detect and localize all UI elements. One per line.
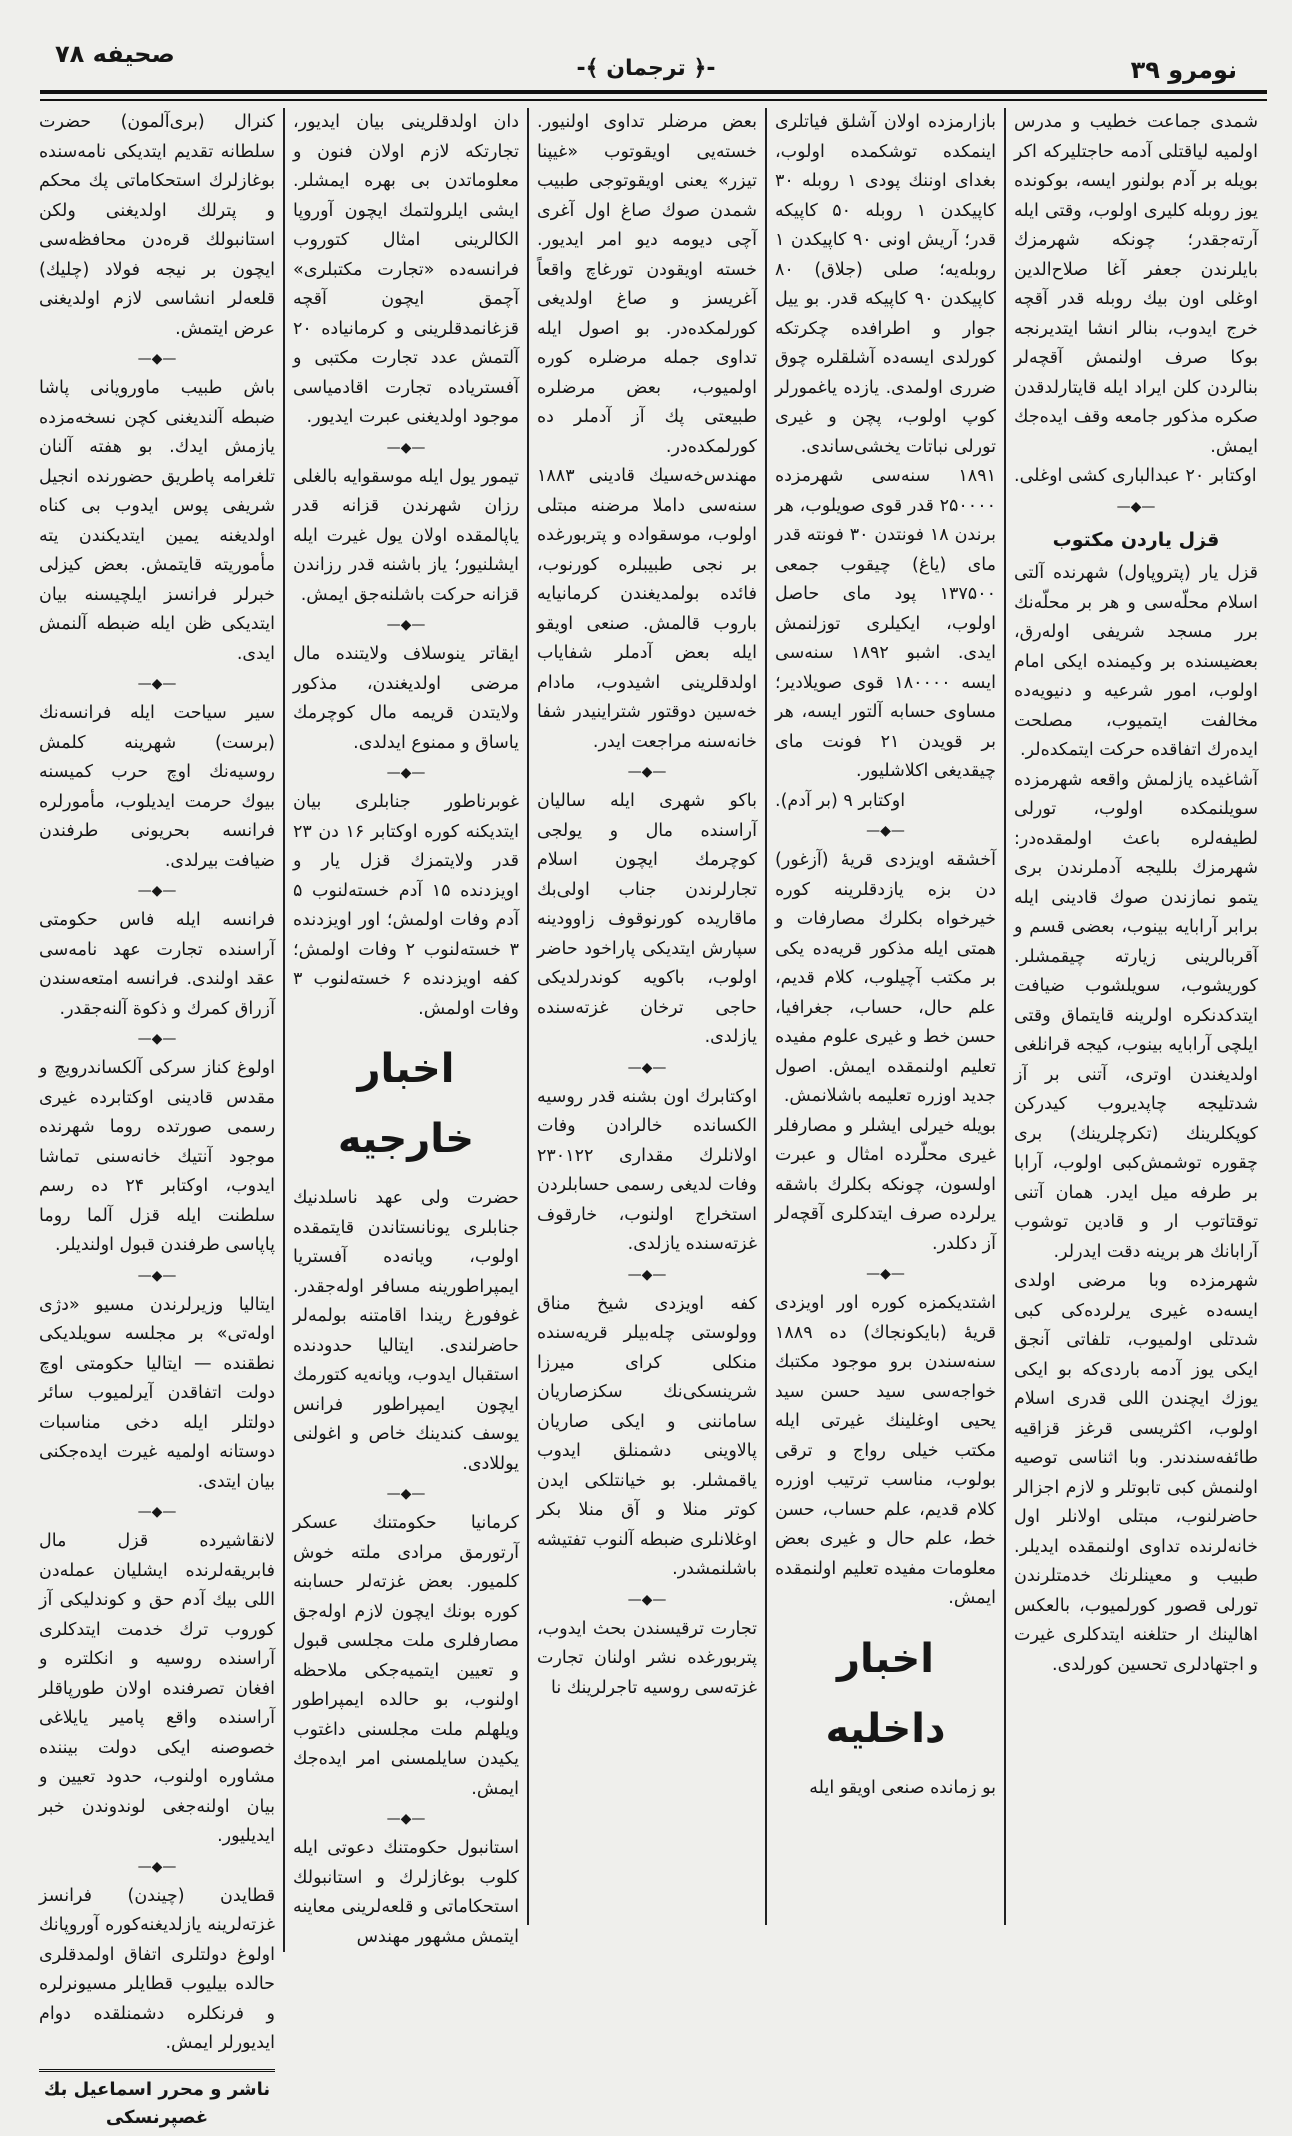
article-separator: —◆—: [137, 1031, 177, 1047]
article-separator: —◆—: [627, 764, 667, 780]
header-rule-thin: [40, 99, 1267, 101]
title-bar: [0, 56, 1292, 81]
article-separator: —◆—: [137, 1504, 177, 1520]
article-paragraph: باش طبیب ماورویانی پاشا ضبطه آلندیغنی کچن نسخه‌مزده یازمش ایدك. بو هفته آلنان تلغرامه پاطریق حضورنده انجیل شریفی پوس ایدوب بی کناه اولدیغنه یمین ایتدیکندن یته مأموریته قایتمش. بعض کیزلی خبرلر فرانسز ایلچیسنه بیان ایتدیکی ظن ایله ضبطه آلنمش ایدی.: [39, 378, 275, 664]
article-paragraph: تیمور یول ایله موسقوایه بالغلی رزان شهرندن قزانه قدر یاپالمقده اولان یول غیرت ایله ایشلنیور؛ یاز باشنه قدر رزاندن قزانه حرکت باشلنه‌جق ایمش.: [293, 466, 519, 605]
article-paragraph: باکو شهری ایله سالیان آراسنده مال و یولجی کوچرمك ایچون اسلام تجارلرندن جناب اولی‌بك ماقاریده کورنوقوف زاوودینه سپارش ایتدیکی پاراخود حاضر اولوب، باکویه کوندرلدیکی حاجی ترخان غزته‌سنده یازلدی.: [537, 791, 757, 1047]
page-number: صحیفه ۷۸: [55, 40, 175, 68]
article-signature: اوکتابر ۹ (بر آدم).: [775, 790, 906, 811]
article-paragraph: تجارت ترقیسندن بحث ایدوب، پتربورغده نشر اولنان تجارت غزته‌سی روسیه تاجرلرینك نا: [537, 1618, 757, 1698]
article-paragraph: بویله خیرلی ایشلر و مصارفلر غیری محلّرده امثال و عبرت اولسون، چونکه بکلرك باشقه یرلرده صرف ایتدکلری آقچه‌لر آز دکلدر.: [775, 1115, 996, 1254]
article-separator: —◆—: [137, 351, 177, 367]
article-separator: —◆—: [386, 1486, 426, 1502]
newspaper-title: -﴿ ترجمان ﴾-: [576, 56, 716, 81]
article-separator: —◆—: [866, 1266, 905, 1282]
column-5: [31, 108, 283, 2136]
column-2: [765, 108, 1004, 1925]
article-paragraph: آشاغیده یازلمش واقعه شهرمزده سویلنمکده اولوب، تورلی لطیفه‌لره باعث اولمقده‌در: شهرمزك بللیجه آدملرندن بری یتمو نمازندن صوك قادینی ایله برابر آرابایه بینوب، بعضی قسم و آقربالرینی زیارته چیقمشلر. کوریشوب، سویلشوب ضیافت ایتدکدنکره اولرینه قایتماق وقتی ایلچی آرابایه بینوب، کیجه قرانلغی اولدیغندن اوترى، آتنی بر آز شدتلیجه چاپدیروب کیدرکن کوپکلرینك (تکرچلرینك) بری چقوره توشمش‌کبی اولوب، آرابا بر طرفه میل ایدر. همان آتنی توقتاتوب ار و قادین توشوب آرابانك هر برینه دقت ایدرلر.: [1014, 769, 1258, 1262]
article-separator: —◆—: [137, 883, 177, 899]
header-rule: [40, 90, 1267, 94]
article-paragraph: قزل یار (پتروپاول) شهرنده آلتی اسلام محلّه‌سی و هر بر محلّه‌نك برر مسجد شریفی اوله‌رق، بعضیسنده بر وکیمنده ایکی امام اولوب، امور شرعیه و دنیویه‌ده مخالفت ایتمیوب، مصلحت ایده‌رك اتفاقده حرکت ایتمکده‌لر.: [1014, 563, 1258, 760]
article-paragraph: ۱۸۹۱ سنه‌سی شهرمزده ۲۵۰۰۰۰ قدر قوی صویلوب، هر برندن ۱۸ فونتدن ۳۰ فونته قدر مای (یاغ) چیقوب جمعی ۱۳۷۵۰۰ پود مای حاصل اولوب، ایکیلری توزلنمش ایدی. اشبو ۱۸۹۲ سنه‌سی ایسه ۱۸۰۰۰۰ قوی صویلادیر؛ مساوی حسابه آلتور ایسه، هر بر قویدن ۲۱ فونت مای چیقدیغی اکلاشلیور.: [775, 466, 996, 781]
article-paragraph: ایقاتر ینوسلاف ولایتنده مال مرضی اولدیغندن، مذکور ولایتدن قریمه مال کوچرمك یاساق و ممنوع ایدلدی.: [293, 644, 519, 753]
article-paragraph: قطایدن (چیندن) فرانسز غزته‌لرینه یازلدیغنه‌کوره آوروپانك اولوغ دولتلری اتفاق اولمدقلری حالده بیلیوب قطایلر مسیونرلره و فرنکلره دشمنلقده دوام ایدیورلر ایمش.: [39, 1885, 275, 2053]
section-title: اخبار خارجیه: [337, 1046, 475, 1162]
article-separator: —◆—: [386, 617, 426, 633]
footer-spacer: [39, 2059, 275, 2069]
article-separator: —◆—: [386, 439, 426, 456]
article-paragraph: لانقاشیرده قزل مال فابریقه‌لرنده ایشلیان عمله‌دن اللی بیك آدم حق و کوندلیکی آز کوروب ترك خدمت ایتدکلری آراسنده روسیه و انکلتره و افغان تصرفنده اولان طورپاقلر آراسنده واقع پامیر یایلاغی خصوصنه ایکی دولت بیننده مشاوره اولنوب، حدود تعیین و بیان اولنه‌جغی لوندوندن خبر ایدیلیور.: [39, 1531, 275, 1846]
column-3: [527, 108, 765, 1925]
article-paragraph: غوبرناطور جنابلری بیان ایتدیکنه کوره اوکتابر ۱۶ دن ۲۳ قدر ولایتمزك قزل یار و اویزدنده ۱۵ آدم خسته‌لنوب ۵ آدم وفات اولمش؛ اور اویزدنده ۳ خسته‌لنوب ۲ وفات اولمش؛ کفه اویزدنده ۶ خسته‌لنوب ۳ وفات اولمش.: [293, 792, 520, 1019]
article-heading: قزل یاردن مکتوب: [1052, 528, 1220, 551]
article-separator: —◆—: [1116, 498, 1156, 515]
article-separator: —◆—: [627, 1059, 667, 1076]
article-paragraph: بعض مرضلر تداوی اولنیور. خسته‌یی اویقوتوب «غیپنا تیزر» یعنی اویقوتوجی طبیب شمدن صوك صاغ اول آغری آچی دیومه دیو امر ایدیور. خسته اویقودن تورغاچ واقعاً آغریسز و صاغ اولدیغی کورلمکده‌در. بو اصول ایله تداوی جمله مرضلره کوره اولمیوب، بعض مرضلره طبیعتی پك آز آدملر ده کورلمکده‌در.: [537, 112, 757, 457]
article-signature: اوکتابر ۲۰ عبدالباری کشی اوغلی.: [1014, 466, 1257, 486]
article-paragraph: اولوغ کناز سرکی آلکساندرویچ و مقدس قادینی اوکتابرده غیری رسمی صورتده روما شهرنده موجود آنتیك خانه‌سنی تماشا ایدوب، اوکتابر ۲۴ ده رسم سلطنت ایله قزل آلما روما پاپاسی طرفندن قبول اولندیلر.: [39, 1058, 275, 1255]
article-paragraph: بو زمانده صنعی اویقو ایله: [809, 1777, 996, 1798]
article-separator: —◆—: [386, 765, 426, 781]
article-paragraph: شهرمزده وبا مرضی اولدی ایسه‌ده غیری یرلرده‌کی کبی شدتلی اولمیوب، تلفاتی آنجق ایکی یوز آدمه باردی‌که بو ایکی یوزك ایچندن اللی قدری اسلام اولوب، اکثریسی قرغز قزاقیه طائفه‌سندندر. وبا اثناسی توصیه اولنمش کبی تابوتلر و لازم اجزالر حاضرلنوب، مبتلی اولانلر اول خانه‌لرنده تداوی اولنمقده ایدیلر. طبیب و معینلرنك خدمتلرندن تورلی قصور کورلمیوب، بالعکس اهالینك ار حتلغنه ایتدکلری غیرت و اجتهادلری تحسین کورلدی.: [1014, 1271, 1258, 1675]
article-paragraph: بازارمزده اولان آشلق فیاتلری اینمکده توشکمده اولوب، بغدای اوننك پودی ۱ روبله ۳۰ کاپیکدن ۱ روبله ۵۰ کاپیکه قدر؛ آریش اونی ۹۰ کاپیکدن ۱ روبله‌یه؛ صلی (جلاق) ۸۰ کاپیکدن ۹۰ کاپیکه قدر. بو ییل جوار و اطرافده چکرتکه کورلدی ایسه‌ده آشلقلره چوق ضرری اولمدی. یازده یاغمورلر کوپ اولوب، پچن و غیری تورلی نباتات یخشی‌ساندی.: [775, 112, 996, 457]
article-paragraph: شمدی جماعت خطیب و مدرس اولمیه لیاقتلی آدمه حاجتلیرکه اکر بویله بر آدم بولنور ایسه، بوکونده یوز روبله کلیری اولوب، وقتی ایله آرته‌جقدر؛ چونکه شهرمزك بایلرندن جعفر آغا صلاح‌الدین اوغلی اون بیك روبله قدر آقچه خرج ایدوب، بنالر انشا ایتدیرنجه بوکا صرف اولنمش آقچه‌لر بنالردن کلن ایراد ایله قایتارلدقدن صکره مذکور جامعه وقف ایده‌جك ایمش.: [1014, 112, 1258, 457]
article-paragraph: سیر سیاحت ایله فرانسه‌نك (برست) شهرینه کلمش روسیه‌نك اوچ حرب کمیسنه بیوك حرمت ایدیلوب، مأمورلره فرانسه بحریونی طرفندن ضیافت بیرلدی.: [39, 703, 275, 871]
article-separator: —◆—: [137, 1267, 177, 1284]
article-paragraph: اشتدیکمزه کوره اور اویزدی قریهٔ (بایکونجاك) ده ۱۸۸۹ سنه‌سندن برو موجود مکتبك خواجه‌سی سید حسن سید یحیی اوغلینك غیرتی ایله مکتب خیلی رواج و ترقی بولوب، مناسب ترتیب اوزره کلام قدیم، علم حساب، حسن خط، علم حال و غیری بعض معلومات مفیده تعلیم اولنمقده ایمش.: [775, 1293, 996, 1608]
column-1: [1004, 108, 1266, 1925]
article-paragraph: مهندس‌خه‌سیك قادینی ۱۸۸۳ سنه‌سی داملا مرضنه مبتلی اولوب، موسقواده و پتربورغده بر نجی طبیبلره کورنوب، فائده بولمدیغندن کرمانیایه باروب قالمش. صنعی اویقو ایله بعض آدملر شفایاب اولدقلرینی اشیدوب، مادام خه‌سین دوقتور شتراینیدر شفا خانه‌سنه مراجعت ایدر.: [537, 466, 757, 752]
article-paragraph: استانبول حکومتنك دعوتی ایله کلوب بوغازلرك و استانبولك استحکاماتی و قلعه‌لرینی معاینه ایتمش مشهور مهندس: [293, 1838, 519, 1947]
section-title: اخبار داخلیه: [825, 1635, 946, 1752]
article-paragraph: کرمانیا حکومتنك عسکر آرتورمق مرادی ملته خوش کلمیور. بعض غزته‌لر حسابنه کوره بونك ایچون لازم اوله‌جق مصارفلری ملت مجلسی قبول و تعیین ایتمیه‌جکی ملاحظه اولنوب، بو حالده ایمپراطور ویلهلم ملت مجلسنی داغتوب یکیدن سایلمسنی امر ایده‌جك ایمش.: [293, 1513, 519, 1799]
article-paragraph: فرانسه ایله فاس حکومتی آراسنده تجارت عهد نامه‌سی عقد اولندی. فرانسه امتعه‌سندن آزراق کمرك و ذکوة آلنه‌جقدر.: [39, 910, 275, 1019]
article-paragraph: کفه اویزدی شیخ مناق وولوستی چله‌بیلر قریه‌سنده منکلی کرای میرزا شرینسکی‌نك سکزصاریان ساماننی و ایکی صاریان پالاوینی دشمنلق ایدوب یاقمشلر. بو خیانتلکی ایدن کوتر منلا و آق منلا بکر اوغلانلری ضبطه آلنوب تفتیشه باشلنمشدر.: [537, 1293, 757, 1579]
article-paragraph: حضرت ولی عهد ناسلدنیك جنابلری یونانستاندن قایتمقده اولوب، ویانه‌ده آفستریا ایمپراطورینه مسافر اوله‌جقدر. غوفورغ ریندا اقامتنه بولمه‌لر حاضرلندی. ایتالیا حدودنده استقبال ایدوب، ویانه‌یه کتورمك ایچون ایمپراطور فرانس یوسف کندینك خاص و اغولنی یوللادی.: [293, 1188, 519, 1474]
article-separator: —◆—: [137, 1858, 177, 1875]
publisher-footer: ناشر و محرر اسماعیل بك غصپرنسکی: [39, 2069, 275, 2132]
article-separator: —◆—: [386, 1811, 426, 1827]
article-separator: —◆—: [137, 676, 177, 692]
article-paragraph: آخشقه اویزدی قریهٔ (آزغور) دن بزه یازدقلرینه کوره خیرخواه بکلرك مصارفات و همتی ایله مذکور قریه‌ده یکی بر مکتب آچیلوب، کلام قدیم، علم حال، حساب، جغرافیا، حسن خط و غیری علوم مفیده تعلیم اولنمقده ایمش. اصول جدید اوزره تعلیمه باشلانمش.: [775, 850, 996, 1106]
article-paragraph: ایتالیا وزیرلرندن مسیو «دژی اوله‌تی» بر مجلسه سویلدیکی نطقنده — ایتالیا حکومتی اوچ دولت اتفاقدن آیرلمیوب سائر دولتلر ایله دخی مناسبات دوستانه اولمیه غیرت ایده‌جکنی بیان ایتدی.: [39, 1294, 275, 1492]
article-separator: —◆—: [627, 1591, 667, 1608]
column-4: [283, 108, 527, 1952]
article-paragraph: کنرال (بری‌آلمون) حضرت سلطانه تقدیم ایتدیکی نامه‌سنده بوغازلرك استحکاماتی پك محکم و پترلك اولدیغنی ولکن استانبولك قره‌دن محافظه‌سی ایچون بر نیجه فولاد (چلیك) قلعه‌لر انشاسی لازم اولدیغنی عرض ایتمش.: [39, 112, 275, 339]
article-separator: —◆—: [627, 1266, 667, 1283]
article-paragraph: دان اولدقلرینی بیان ایدیور، تجارتکه لازم اولان فنون و معلوماتدن بی بهره ایمشلر. ایشی ایلرولتمك ایچون آوروپا الکالرینی امثال کتوروب فرانسه‌ده «تجارت مکتبلری» آچمق ایچون آقچه قزغانمدقلرینی و کرمانیاده ۲۰ آلتمش عدد تجارت مکتبی و آفستریاده تجارت اقادمیاسی موجود اولدیغنی عبرت ایدیور.: [293, 112, 519, 427]
article-separator: —◆—: [866, 823, 905, 839]
article-paragraph: اوکتابرك اون بشنه قدر روسیه الکسانده خالرادن وفات اولانلرك مقداری ۲۳۰۱۲۲ وفات لدیغی رسمی حسابلردن استخراج اولنوب، خارقوف غزته‌سنده یازلدی.: [537, 1086, 757, 1254]
issue-number: نومرو ۳۹: [1130, 56, 1237, 84]
